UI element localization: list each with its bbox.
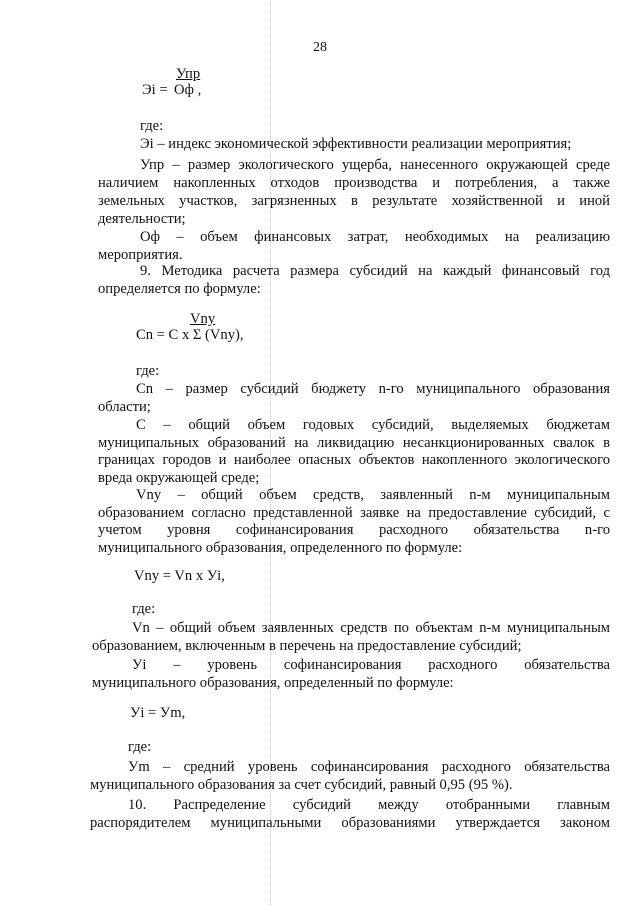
def-c-line: C – общий объем годовых субсидий, выделяемых бюджетам — [136, 417, 610, 433]
def-ym-line: муниципального образования за счет субсидий, равный 0,95 (95 %). — [90, 777, 513, 793]
def-yi-line: муниципального образования, определенный по формуле: — [92, 675, 454, 691]
def-cn-line: области; — [98, 399, 151, 415]
def-c-line: муниципальных образований на ликвидацию несанкционированных свалок в — [98, 435, 610, 451]
where-label: где: — [136, 363, 160, 379]
page-number: 28 — [313, 40, 327, 55]
formula4: Уi = Уm, — [130, 705, 186, 721]
def-vny-line: учетом уровня софинансирования расходного обязательства n-го — [98, 522, 610, 538]
def-of-line: мероприятия. — [98, 247, 183, 263]
formula2-expression: Cn = C x Σ (Vny), — [136, 327, 244, 343]
def-upr-line: земельных участков, загрязненных в результате хозяйственной и иной — [98, 193, 610, 209]
def-vny-line: образованием согласно представленной заявке на предоставление субсидий, с — [98, 505, 610, 521]
item9-line: 9. Методика расчета размера субсидий на каждый финансовый год — [140, 263, 610, 279]
def-upr-line: наличием накопленных отходов производства и потребления, а также — [98, 175, 610, 191]
formula1-denominator: Оф , — [174, 82, 202, 98]
def-vny-line: муниципального образования, определенного по формуле: — [98, 540, 463, 556]
def-ei: Эi – индекс экономической эффективности реализации мероприятия; — [140, 136, 572, 152]
def-vn-line: образованием, включенным в перечень на предоставление субсидий; — [92, 638, 522, 654]
def-c-line: границах городов и наиболее опасных объектов накопленного экологического — [98, 452, 610, 468]
where-label: где: — [140, 118, 164, 134]
item10-line: 10. Распределение субсидий между отобранными главным — [128, 797, 610, 813]
item9-line: определяется по формуле: — [98, 281, 261, 297]
def-of-line: Оф – объем финансовых затрат, необходимых на реализацию — [140, 229, 610, 245]
def-c-line: вреда окружающей среде; — [98, 470, 260, 486]
where-label: где: — [128, 739, 152, 755]
def-vny-line: Vny – общий объем средств, заявленный n-м муниципальным — [136, 487, 610, 503]
formula2-numerator: Vny — [190, 311, 216, 327]
def-upr-line: Упр – размер экологического ущерба, нанесенного окружающей среде — [140, 157, 610, 173]
formula1-left: Эi = — [142, 82, 168, 98]
def-ym-line: Уm – средний уровень софинансирования расходного обязательства — [128, 759, 610, 775]
formula3: Vny = Vn x Уi, — [134, 568, 225, 584]
def-vn-line: Vn – общий объем заявленных средств по объектам n-м муниципальным — [132, 620, 610, 636]
def-yi-line: Уi – уровень софинансирования расходного обязательства — [132, 657, 610, 673]
where-label: где: — [132, 601, 156, 617]
def-cn-line: Cn – размер субсидий бюджету n-го муниципального образования — [136, 381, 610, 397]
def-upr-line: деятельности; — [98, 211, 186, 227]
formula1-numerator: Упр — [176, 66, 201, 82]
item10-line: распорядителем муниципальными образованиями утверждается законом — [90, 815, 610, 831]
